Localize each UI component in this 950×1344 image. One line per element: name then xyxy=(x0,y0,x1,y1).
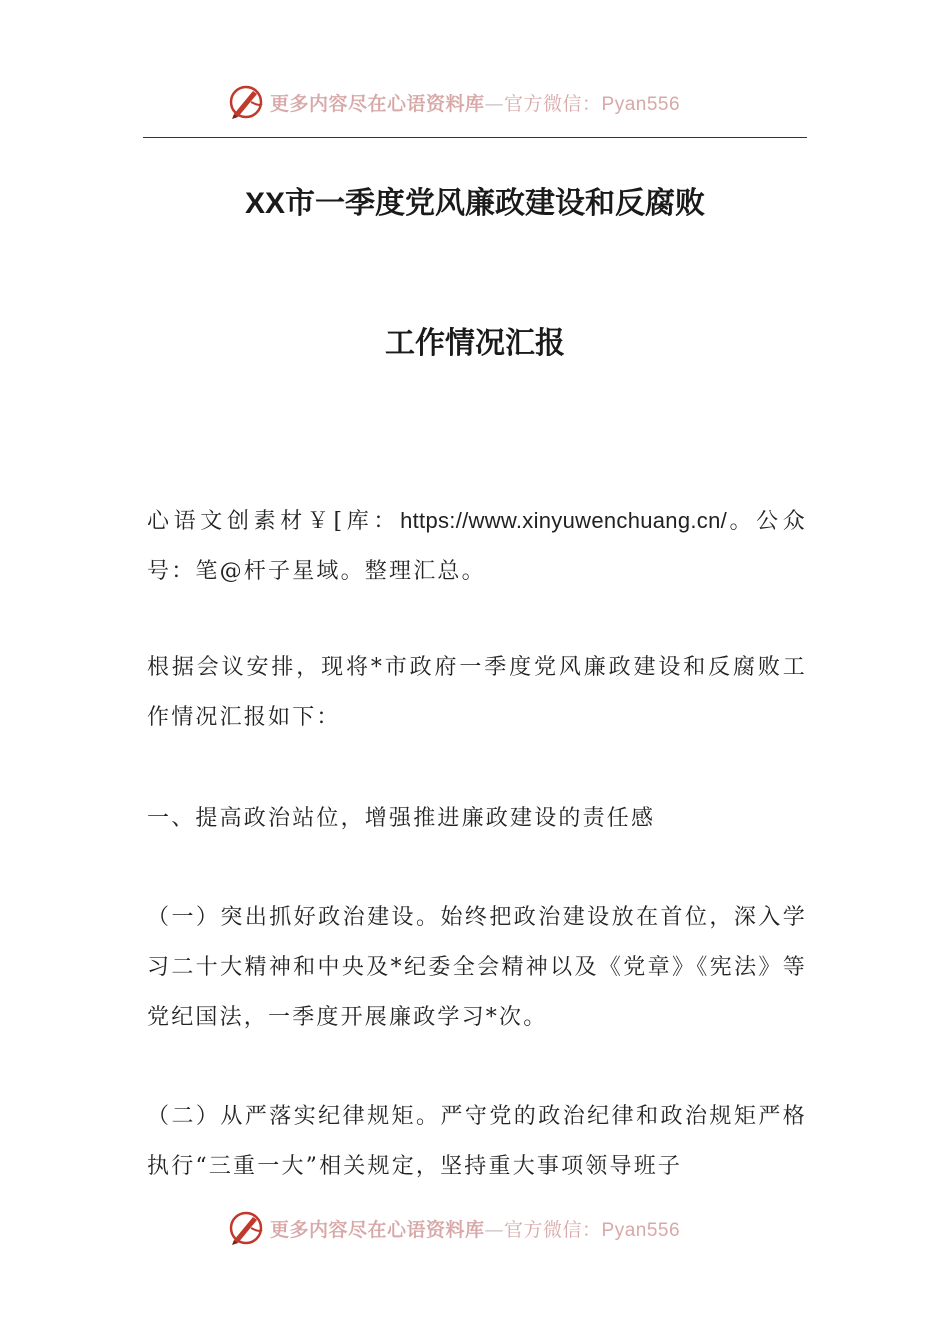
pen-logo-icon xyxy=(226,82,266,122)
banner-prefix: 更多内容尽在心语资料库 xyxy=(270,92,485,115)
footer-banner xyxy=(0,1208,950,1248)
page-title-line1 xyxy=(0,178,950,222)
banner-suffix: 官方微信： xyxy=(504,1218,602,1241)
title-prefix: XX xyxy=(244,187,286,220)
banner-dash: — xyxy=(484,92,505,115)
subsection-1-paragraph: （一）突出抓好政治建设。始终把政治建设放在首位，深入学习二十大精神和中央及*纪委全会精神以及《党章》《宪法》等党纪国法，一季度开展廉政学习*次。 xyxy=(147,905,807,1030)
title-rest: 市一季度党风廉政建设和反腐败 xyxy=(285,186,706,221)
banner-wechat-id: Pyan556 xyxy=(601,93,681,115)
intro-text: 心语文创素材￥[库： xyxy=(147,509,401,534)
banner-suffix: 官方微信： xyxy=(504,92,602,115)
banner-wechat-id: Pyan556 xyxy=(601,1219,681,1241)
banner-prefix: 更多内容尽在心语资料库 xyxy=(270,1218,485,1241)
header-banner xyxy=(0,82,950,122)
intro-text-after: 。公众号：笔@杆子星域。整理汇总。 xyxy=(147,509,807,584)
basis-paragraph: 根据会议安排，现将*市政府一季度党风廉政建设和反腐败工作情况汇报如下： xyxy=(147,655,807,730)
subsection-2-paragraph: （二）从严落实纪律规矩。严守党的政治纪律和政治规矩严格执行“三重一大”相关规定，坚持重大事项领导班子 xyxy=(147,1104,807,1179)
intro-url: https://www.xinyuwenchuang.cn/ xyxy=(400,508,728,533)
pen-logo-icon xyxy=(226,1208,266,1248)
intro-paragraph xyxy=(147,496,807,597)
banner-dash: — xyxy=(484,1218,505,1241)
page-title-line2: 工作情况汇报 xyxy=(385,326,565,361)
banner-text xyxy=(270,89,680,116)
header-divider xyxy=(143,137,807,138)
banner-text xyxy=(270,1215,680,1242)
section-heading-1: 一、提高政治站位，增强推进廉政建设的责任感 xyxy=(147,806,656,831)
